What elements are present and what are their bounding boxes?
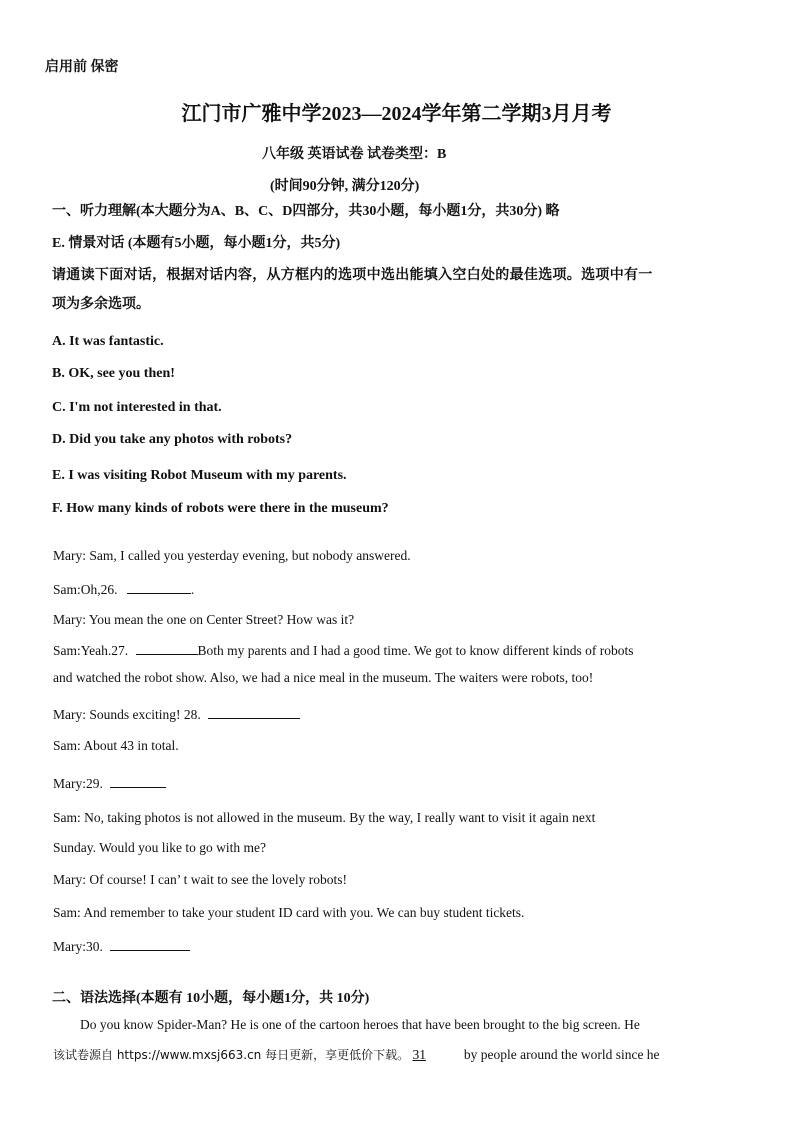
dialogue-line [53,937,190,955]
answer-blank-28[interactable] [208,705,300,719]
dialogue-text: Mary:29. [53,776,103,791]
dialogue-text: Both my parents and I had a good time. We got to know different kinds of robots [197,643,634,658]
exam-subtitle: 八年级 英语试卷 试卷类型：B [262,147,447,162]
dialogue-line [53,705,300,723]
section1-heading: 一、听力理解(本大题分为A、B、C、D四部分，共30小题，每小题1分，共30分) 略 [52,204,560,219]
answer-blank-30[interactable] [110,937,190,951]
option-f: F. How many kinds of robots were there in the museum? [52,501,389,516]
dialogue-line: and watched the robot show. Also, we had a nice meal in the museum. The waiters were robots, too! [53,670,594,685]
dialogue-line: Sunday. Would you like to go with me? [53,840,267,855]
dialogue-text: Mary: Sounds exciting! 28. [53,707,201,722]
answer-blank-26[interactable] [127,580,191,594]
instruction-line1: 请通读下面对话，根据对话内容，从方框内的选项中选出能填入空白处的最佳选项。选项中有一 [52,268,653,283]
section2-heading: 二、语法选择(本题有 10小题，每小题1分，共 10分) [52,991,370,1006]
option-b: B. OK, see you then! [52,366,175,381]
dialogue-line: Mary: Sam, I called you yesterday evening, but nobody answered. [53,548,411,563]
option-e: E. I was visiting Robot Museum with my parents. [52,468,347,483]
dialogue-text: Mary:30. [53,939,103,954]
source-notice: 该试卷源自 https://www.mxsj663.cn 每日更新，享更低价下载。 [53,1048,410,1062]
passage-line2 [53,1046,660,1063]
dialogue-line: Sam: About 43 in total. [53,738,179,753]
dialogue-line: Mary: Of course! I can’ t wait to see the lovely robots! [53,872,348,887]
dialogue-line: Mary: You mean the one on Center Street? How was it? [53,612,355,627]
dialogue-line: Sam: No, taking photos is not allowed in the museum. By the way, I really want to visit it again next [53,810,596,825]
passage-text: by people around the world since he [463,1047,660,1062]
answer-blank-31[interactable]: 31 [412,1047,426,1062]
dialogue-line [53,580,194,598]
time-info: (时间90分钟, 满分120分) [270,179,420,194]
dialogue-line [53,774,166,792]
confidential-label: 启用前 保密 [45,60,119,75]
option-d: D. Did you take any photos with robots? [52,432,293,447]
dialogue-text: . [190,582,195,597]
option-a: A. It was fantastic. [52,334,164,349]
answer-blank-29[interactable] [110,774,166,788]
dialogue-line [53,641,633,659]
option-c: C. I'm not interested in that. [52,400,222,415]
instruction-line2: 项为多余选项。 [52,297,150,312]
passage-line1: Do you know Spider-Man? He is one of the cartoon heroes that have been brought to the big screen. He [80,1017,640,1032]
dialogue-text: Sam:Oh,26. [53,582,118,597]
part-e-heading: E. 情景对话 (本题有5小题，每小题1分，共5分) [52,236,341,251]
dialogue-line: Sam: And remember to take your student ID card with you. We can buy student tickets. [53,905,525,920]
answer-blank-27[interactable] [136,641,198,655]
dialogue-text: Sam:Yeah.27. [53,643,129,658]
exam-title: 江门市广雅中学2023—2024学年第二学期3月月考 [181,103,612,125]
